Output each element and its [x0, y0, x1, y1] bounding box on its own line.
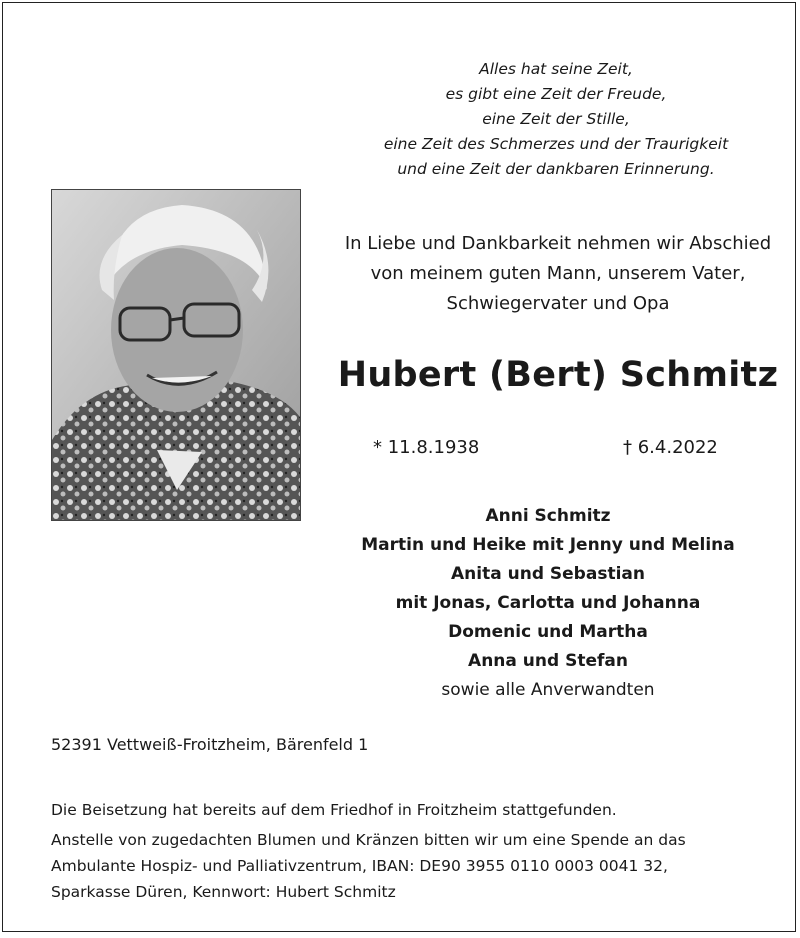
family-member: Anna und Stefan	[468, 651, 628, 671]
family-member: Domenic und Martha	[448, 622, 648, 642]
intro-line: In Liebe und Dankbarkeit nehmen wir Abschied	[344, 233, 772, 254]
poem-line: eine Zeit des Schmerzes und der Traurigkeit	[383, 135, 729, 153]
poem-line: es gibt eine Zeit der Freude,	[445, 85, 667, 103]
family-member: Anni Schmitz	[485, 506, 611, 526]
intro-line: von meinem guten Mann, unserem Vater,	[370, 263, 746, 284]
address: 52391 Vettweiß-Froitzheim, Bärenfeld 1	[51, 735, 369, 754]
portrait-photo	[51, 189, 301, 521]
poem-line: Alles hat seine Zeit,	[479, 60, 633, 78]
burial-note: Die Beisetzung hat bereits auf dem Friedhof in Froitzheim stattgefunden.	[51, 801, 617, 819]
obituary-notice	[2, 2, 796, 932]
death-date: † 6.4.2022	[623, 437, 718, 458]
family-member: mit Jonas, Carlotta und Johanna	[395, 593, 701, 613]
donation-line: Anstelle von zugedachten Blumen und Kränzen bitten wir um eine Spende an das	[51, 831, 686, 849]
family-list	[303, 502, 793, 705]
poem	[321, 57, 791, 182]
birth-date: * 11.8.1938	[373, 437, 480, 458]
relatives-line: sowie alle Anverwandten	[441, 680, 655, 700]
donation-line: Sparkasse Düren, Kennwort: Hubert Schmitz	[51, 883, 396, 901]
family-member: Anita und Sebastian	[451, 564, 645, 584]
portrait-image	[52, 190, 301, 521]
intro-line: Schwiegervater und Opa	[446, 293, 670, 314]
donation-line: Ambulante Hospiz- und Palliativzentrum, IBAN: DE90 3955 0110 0003 0041 32,	[51, 857, 668, 875]
poem-line: und eine Zeit der dankbaren Erinnerung.	[397, 160, 715, 178]
notes	[51, 797, 686, 905]
farewell-intro	[313, 229, 800, 319]
family-member: Martin und Heike mit Jenny und Melina	[361, 535, 735, 555]
poem-line: eine Zeit der Stille,	[482, 110, 630, 128]
deceased-name: Hubert (Bert) Schmitz	[337, 355, 779, 395]
